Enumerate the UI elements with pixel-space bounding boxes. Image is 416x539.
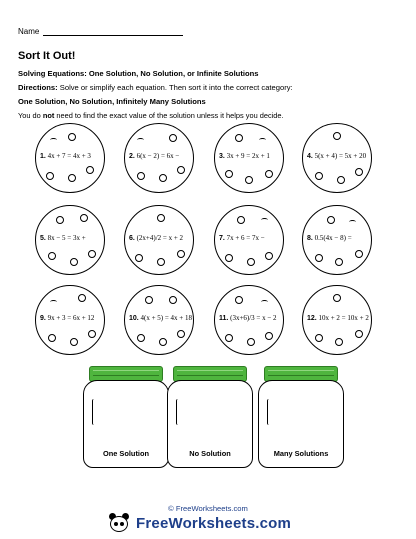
chip <box>145 296 153 304</box>
chip <box>315 254 323 262</box>
crumb-arc <box>261 218 268 222</box>
name-field[interactable] <box>18 27 183 36</box>
jar-label: Many Solutions <box>273 449 329 458</box>
chip <box>355 168 363 176</box>
jar-no-solution[interactable] <box>167 366 253 468</box>
chip <box>335 338 343 346</box>
footer-copyright: © FreeWorksheets.com <box>168 504 248 513</box>
chip <box>225 170 233 178</box>
chip <box>237 216 245 224</box>
note-bold: not <box>42 111 55 120</box>
chip <box>48 334 56 342</box>
crumb-arc <box>261 300 268 304</box>
chip <box>315 172 323 180</box>
chip <box>247 338 255 346</box>
crumb-arc <box>50 138 57 142</box>
note-pre: You do <box>18 111 43 120</box>
chip <box>169 296 177 304</box>
crumb-arc <box>259 138 266 142</box>
chip <box>265 170 273 178</box>
jar-one-solution[interactable] <box>83 366 169 468</box>
chip <box>355 250 363 258</box>
cookie-1 <box>35 123 105 193</box>
chip <box>68 174 76 182</box>
name-label: Name <box>18 27 40 36</box>
chip <box>157 258 165 266</box>
jar-body <box>167 380 253 468</box>
chip <box>70 258 78 266</box>
jar-body <box>258 380 344 468</box>
chip <box>333 132 341 140</box>
crumb-arc <box>137 138 144 142</box>
cookie-4 <box>302 123 372 193</box>
chip <box>265 252 273 260</box>
directions-label: Directions: <box>18 83 58 92</box>
equation-2: 2. 6(x − 2) = 6x − <box>129 152 180 160</box>
chip <box>337 176 345 184</box>
chip <box>225 254 233 262</box>
cookie-2 <box>124 123 194 193</box>
equation-11: 11. (3x+6)/3 = x − 2 <box>219 314 277 322</box>
equation-9: 9. 9x + 3 = 6x + 12 <box>40 314 95 322</box>
equation-7: 7. 7x + 6 = 7x − <box>219 234 265 242</box>
equation-4: 4. 5(x + 4) = 5x + 20 <box>307 152 367 160</box>
chip <box>355 330 363 338</box>
chip <box>159 338 167 346</box>
chip <box>327 216 335 224</box>
equation-12: 12. 10x + 2 = 10x + 2 <box>307 314 369 322</box>
equation-3: 3. 3x + 9 = 2x + 1 <box>219 152 270 160</box>
jar-shine <box>176 399 180 425</box>
chip <box>86 166 94 174</box>
cookie-3 <box>214 123 284 193</box>
chip <box>157 214 165 222</box>
brand-name: FreeWorksheets.com <box>136 514 292 532</box>
chip <box>159 174 167 182</box>
equation-10: 10. 4(x + 5) = 4x + 18 <box>129 314 192 322</box>
chip <box>88 330 96 338</box>
chip <box>56 216 64 224</box>
chip <box>235 296 243 304</box>
directions <box>18 83 293 92</box>
cookie-10 <box>124 285 194 355</box>
jar-shine <box>267 399 271 425</box>
jar-label: One Solution <box>103 449 149 458</box>
cookie-9 <box>35 285 105 355</box>
equation-5: 5. 8x − 5 = 3x + <box>40 234 86 242</box>
cookie-8 <box>302 205 372 275</box>
jar-shine <box>92 399 96 425</box>
chip <box>88 250 96 258</box>
chip <box>335 258 343 266</box>
chip <box>78 294 86 302</box>
name-line[interactable] <box>43 27 183 36</box>
cookie-5 <box>35 205 105 275</box>
note-post: need to find the exact value of the solution unless it helps you decide. <box>54 111 284 120</box>
crumb-arc <box>50 300 57 304</box>
crumb-arc <box>349 220 356 224</box>
cookie-11 <box>214 285 284 355</box>
chip <box>315 334 323 342</box>
cookie-7 <box>214 205 284 275</box>
jar-many-solutions[interactable] <box>258 366 344 468</box>
jar-label: No Solution <box>189 449 231 458</box>
chip <box>235 134 243 142</box>
chip <box>265 332 273 340</box>
chip <box>247 258 255 266</box>
chip <box>225 334 233 342</box>
chip <box>70 338 78 346</box>
note <box>18 111 284 120</box>
category-list: One Solution, No Solution, Infinitely Many Solutions <box>18 97 206 106</box>
equation-1: 1. 4x + 7 = 4x + 3 <box>40 152 91 160</box>
jar-body <box>83 380 169 468</box>
panda-logo-icon <box>108 513 130 533</box>
worksheet-subtitle: Solving Equations: One Solution, No Solution, or Infinite Solutions <box>18 69 259 78</box>
chip <box>333 294 341 302</box>
chip <box>177 330 185 338</box>
chip <box>46 172 54 180</box>
chip <box>245 176 253 184</box>
chip <box>80 214 88 222</box>
chip <box>135 254 143 262</box>
equation-6: 6. (2x+4)/2 = x + 2 <box>129 234 184 242</box>
page-title: Sort It Out! <box>18 50 76 62</box>
chip <box>48 252 56 260</box>
directions-text: Solve or simplify each equation. Then sort it into the correct category: <box>57 83 293 92</box>
cookie-6 <box>124 205 194 275</box>
chip <box>137 172 145 180</box>
chip <box>177 250 185 258</box>
footer-brand[interactable] <box>108 513 291 533</box>
chip <box>169 134 177 142</box>
chip <box>177 166 185 174</box>
chip <box>137 334 145 342</box>
cookie-12 <box>302 285 372 355</box>
chip <box>68 133 76 141</box>
equation-8: 8. 0.5(4x − 8) = <box>307 234 352 242</box>
